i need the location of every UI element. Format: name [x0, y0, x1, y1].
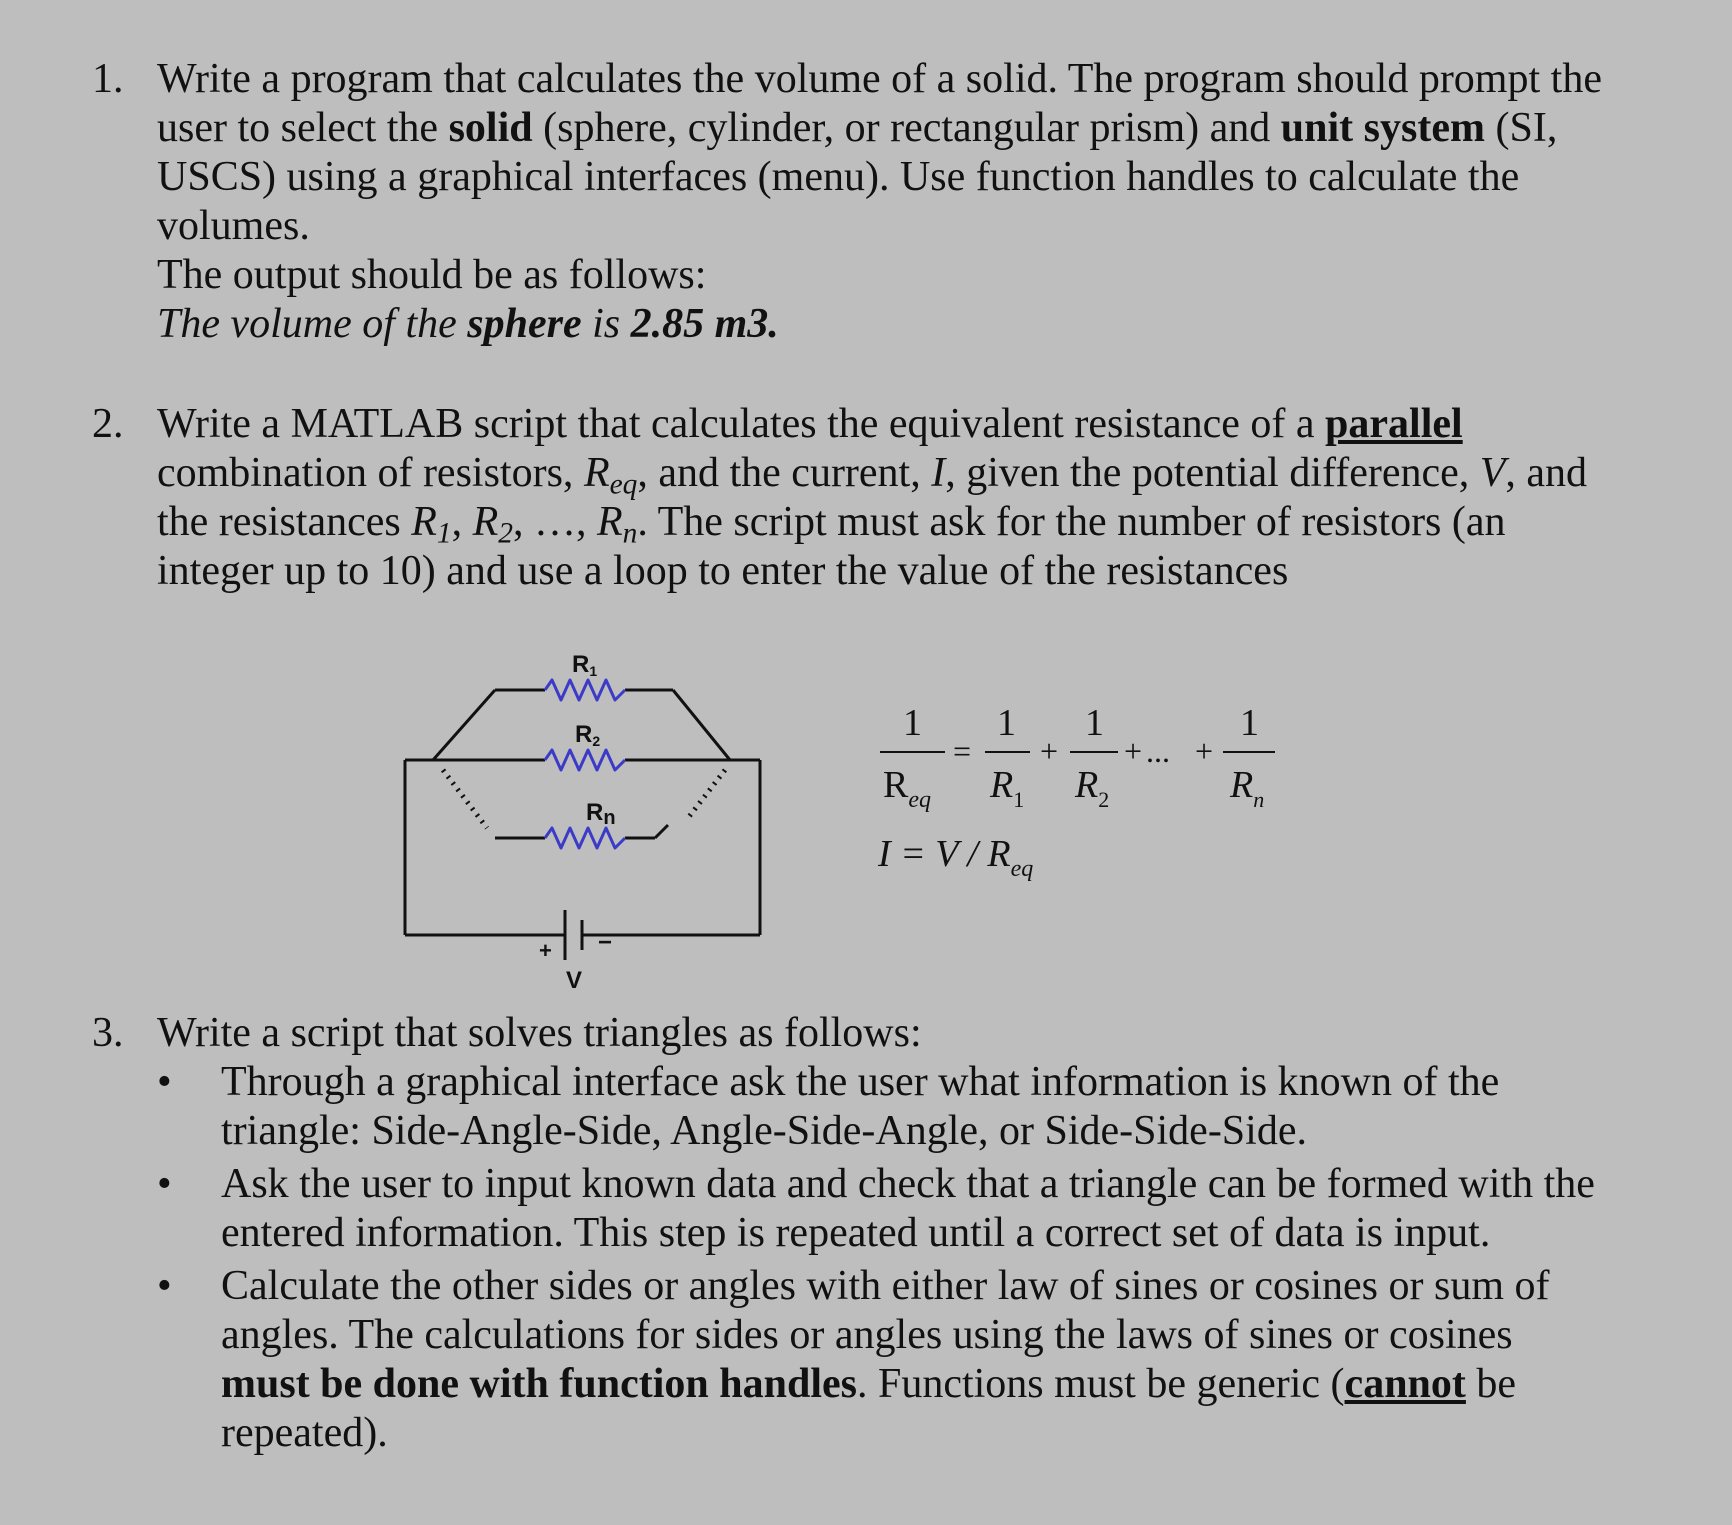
bold-text: unit system: [1280, 105, 1485, 151]
problem-3-number: 3.: [92, 1010, 124, 1056]
equivalent-resistance-equation: [870, 690, 1290, 890]
problem-2-text-line-1: Write a MATLAB script that calculates the equivalent resistance of a parallel: [157, 401, 1463, 447]
problem-1-text: [157, 55, 1717, 349]
bullet-1-line-2: triangle: Side-Angle-Side, Angle-Side-Angle, or Side-Side-Side.: [221, 1108, 1307, 1154]
r2-label: R2: [575, 721, 601, 749]
denominator-rn: $R_n$: [1230, 764, 1265, 812]
bullet-dot-icon: •: [157, 1161, 172, 1207]
bullet-dot-icon: •: [157, 1263, 172, 1309]
problem-2-text: [157, 400, 1717, 596]
bullet-1-line-1: Through a graphical interface ask the user what information is known of the: [221, 1059, 1500, 1105]
numerator-r1: 1: [997, 702, 1016, 744]
italic-text: V: [1479, 450, 1506, 496]
bullet-dot-icon: •: [157, 1059, 172, 1105]
problem-2-text-line-3: the resistances $R_1$, $R_2$, …, $R_n$. The script must ask for the number of resistors (an: [157, 499, 1506, 550]
problem-2-text-line-4: integer up to 10) and use a loop to enter the value of the resistances: [157, 548, 1289, 594]
resistor-rn: [545, 828, 625, 848]
subscript: eq: [609, 468, 638, 501]
problem-1-text-line-6: [157, 300, 1717, 349]
ellipsis: ...: [1146, 733, 1170, 769]
bold-underlined-text: parallel: [1325, 401, 1463, 447]
plus-sign-1: +: [1040, 733, 1059, 769]
italic-text: R: [411, 499, 437, 545]
resistor-r1: [545, 680, 625, 700]
problem-1-text-line-5: The output should be as follows:: [157, 252, 707, 298]
problem-1-text-line-1: Write a program that calculates the volume of a solid. The program should prompt the: [157, 56, 1602, 102]
subscript: n: [622, 517, 638, 550]
equals-sign: =: [953, 733, 972, 769]
italic-text: The volume of the: [157, 301, 468, 347]
plus-sign-2: +: [1124, 733, 1143, 769]
denominator-r1: $R_1$: [990, 764, 1025, 812]
problem-1-number: 1.: [92, 56, 124, 102]
denominator-r2: $R_2$: [1075, 764, 1110, 812]
current-equation: $I = V / R_{eq}$: [878, 833, 1034, 882]
rn-label: Rn: [586, 799, 616, 829]
bullet-2-line-1: Ask the user to input known data and check that a triangle can be formed with the: [221, 1161, 1595, 1207]
denominator-req: $R_{eq}$: [883, 764, 932, 813]
subscript: 2: [498, 517, 513, 550]
voltage-label: V: [566, 967, 583, 994]
bold-italic-text: 2.85 m3.: [630, 301, 779, 347]
numerator-req: 1: [903, 702, 922, 744]
bullet-3-line-2: angles. The calculations for sides or angles using the laws of sines or cosines: [221, 1312, 1513, 1358]
parallel-circuit-diagram: [395, 640, 775, 1000]
italic-text: is: [581, 301, 631, 347]
resistor-r2: [545, 750, 625, 770]
bullet-3-line-3: must be done with function handles. Functions must be generic (cannot be: [221, 1361, 1517, 1407]
problem-2-number: 2.: [92, 401, 124, 447]
italic-text: R: [583, 450, 610, 496]
problem-1-text-line-3: USCS) using a graphical interfaces (menu). Use function handles to calculate the: [157, 154, 1520, 200]
problem-1-text-line-4: volumes.: [157, 203, 310, 249]
italic-text: I: [931, 450, 946, 496]
numerator-r2: 1: [1085, 702, 1104, 744]
bullet-text: [221, 1262, 1681, 1458]
bold-text: solid: [448, 105, 533, 151]
subscript: 1: [436, 517, 452, 550]
battery-minus: −: [598, 929, 613, 956]
bullet-text: [221, 1160, 1681, 1258]
italic-text: R: [596, 499, 623, 545]
plus-sign-3: +: [1195, 733, 1214, 769]
bullet-text: [221, 1058, 1681, 1156]
bullet-3-line-1: Calculate the other sides or angles with either law of sines or cosines or sum of: [221, 1263, 1550, 1309]
r1-label: R1: [572, 651, 598, 679]
problem-1-text-line-2: user to select the solid (sphere, cylinder, or rectangular prism) and unit system (SI,: [157, 105, 1558, 151]
problem-2-text-line-2: combination of resistors, $R_{eq}$, and the current, I, given the potential difference, V, and: [157, 450, 1588, 501]
bullet-2-line-2: entered information. This step is repeated until a correct set of data is input.: [221, 1210, 1491, 1256]
problem-3-intro: Write a script that solves triangles as follows:: [157, 1010, 922, 1056]
numerator-rn: 1: [1240, 702, 1259, 744]
problem-3-text: [157, 1009, 1717, 1456]
bold-text: must be done with function handles: [221, 1361, 857, 1407]
bullet-3-line-4: repeated).: [221, 1410, 388, 1456]
battery-plus: +: [539, 938, 552, 963]
bold-italic-text: sphere: [467, 301, 582, 347]
bold-underlined-text: cannot: [1344, 1361, 1466, 1407]
italic-text: R: [472, 499, 499, 545]
